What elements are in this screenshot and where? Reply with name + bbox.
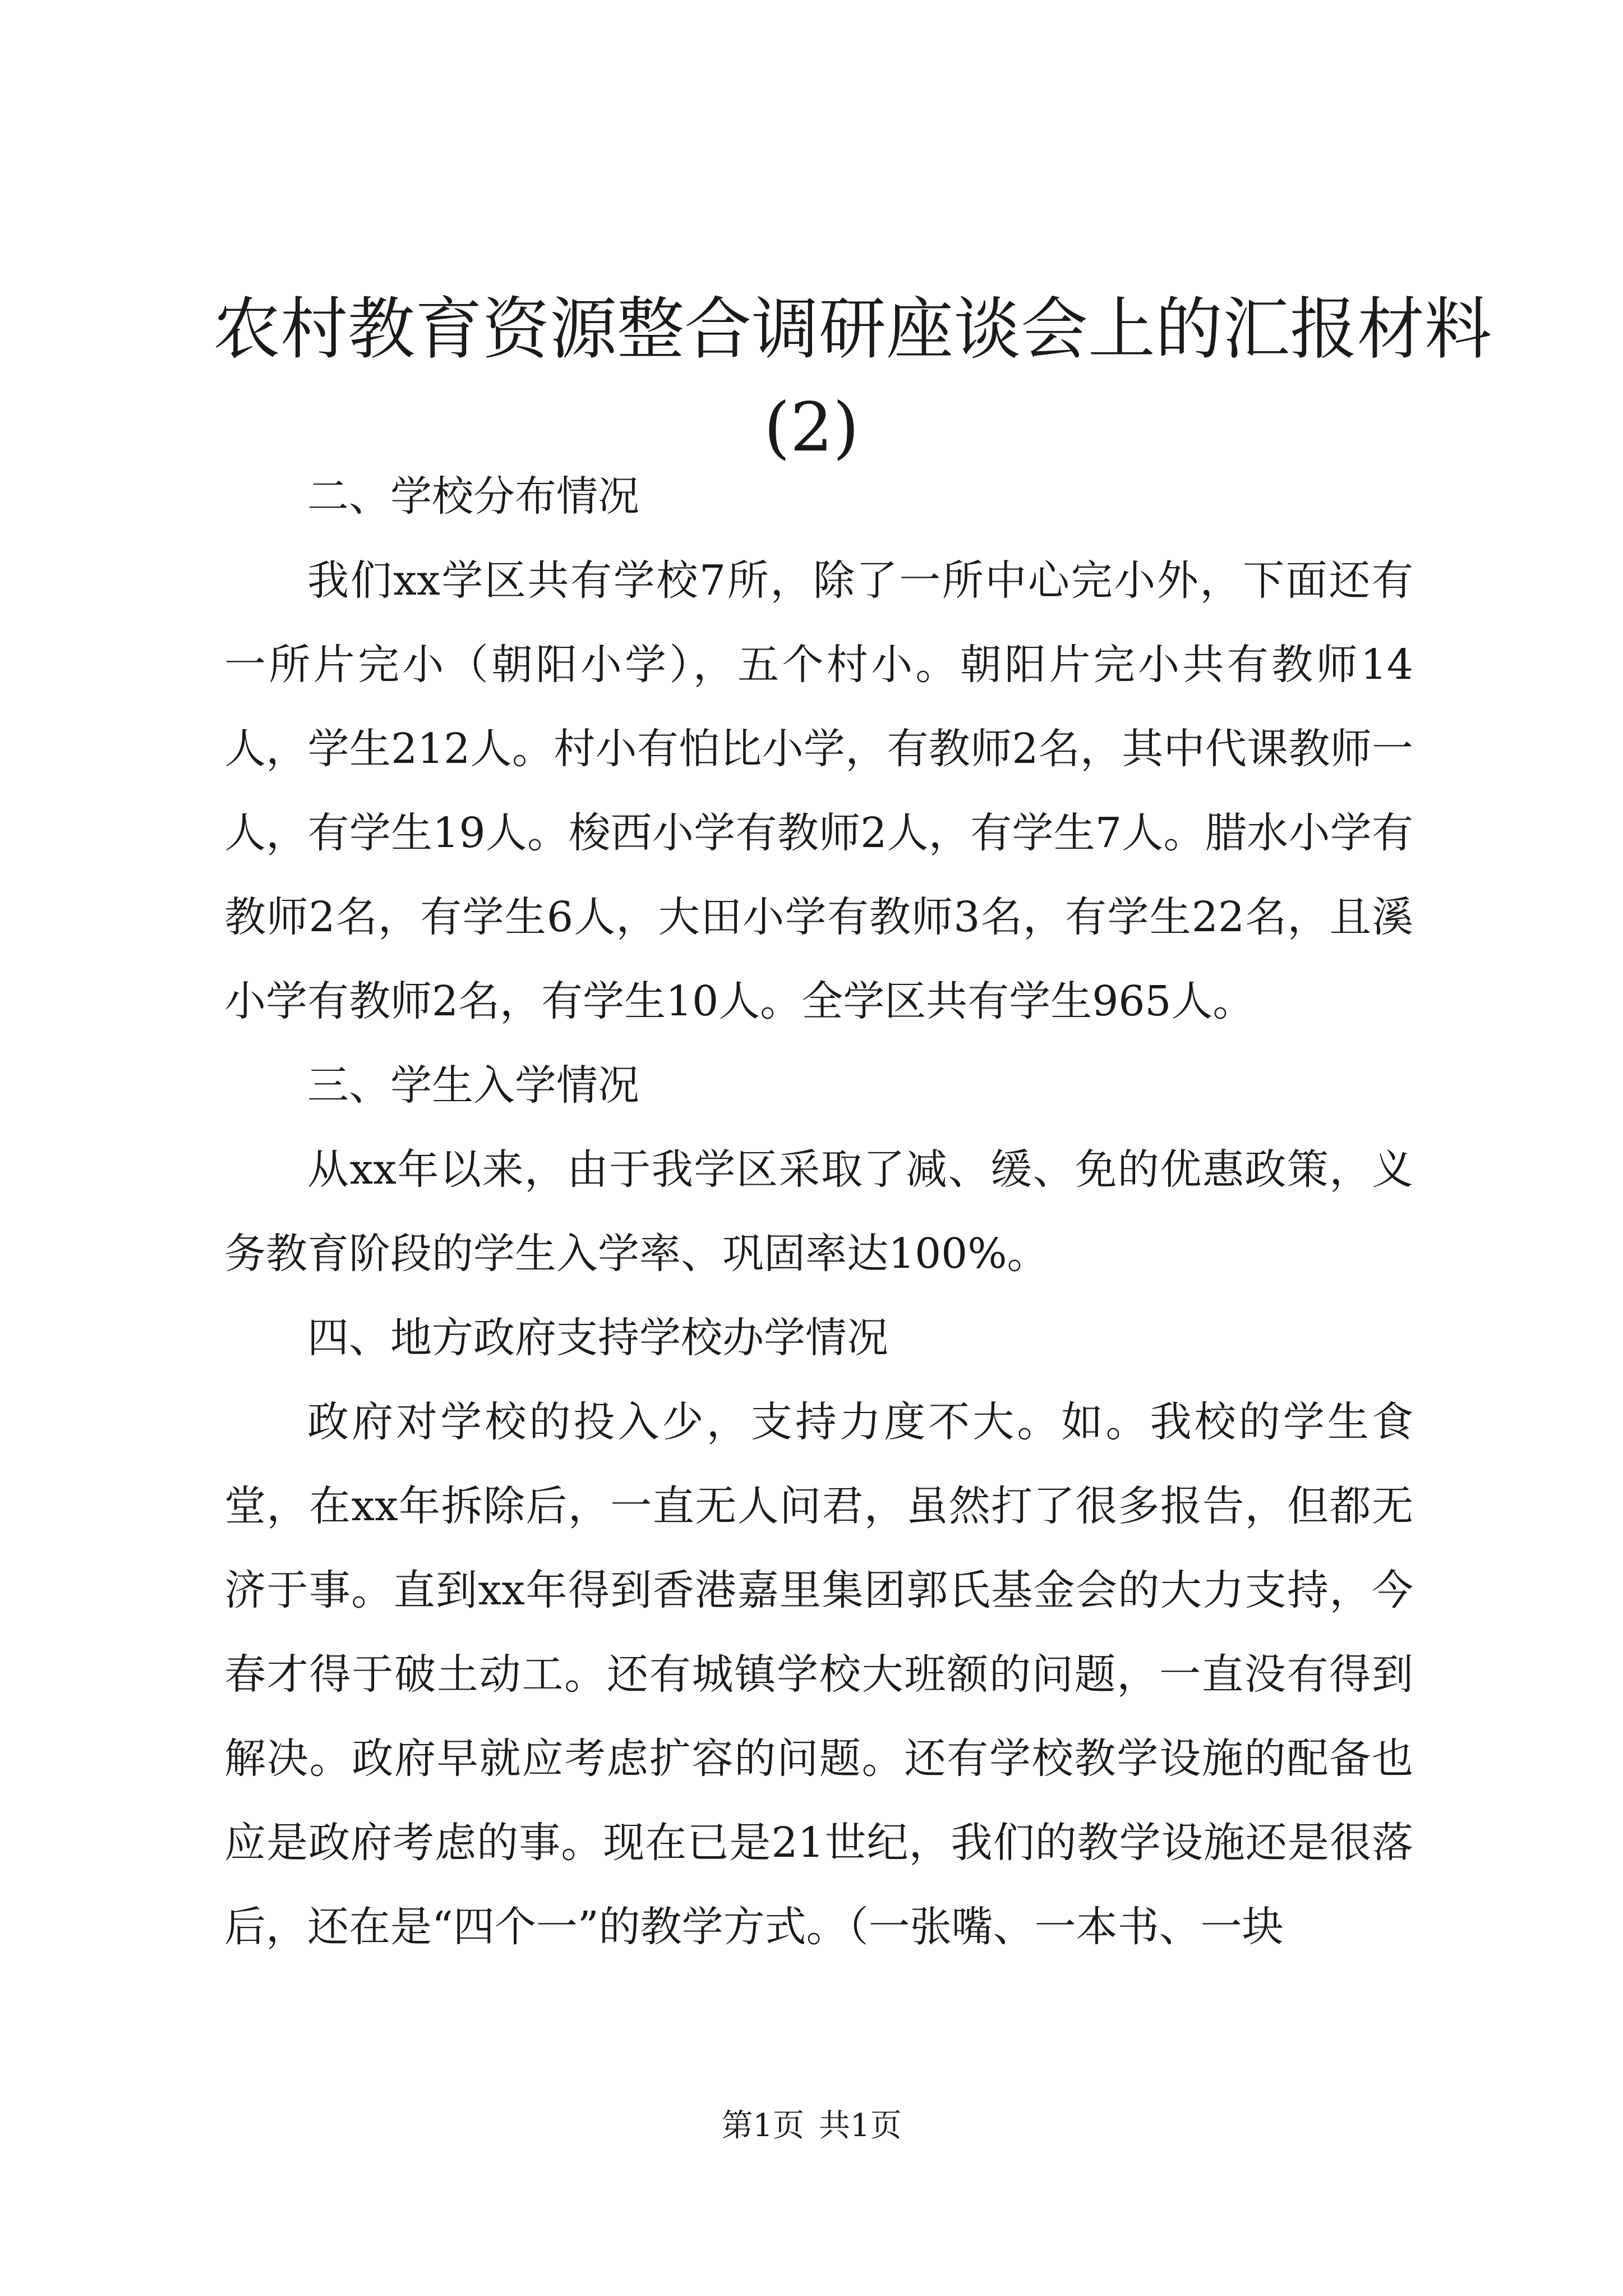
document-body: [224, 454, 1413, 1969]
page-number: 第1页: [721, 2108, 804, 2144]
section-heading-school-distribution: 二、学校分布情况: [307, 472, 639, 521]
page-total: 共1页: [819, 2108, 902, 2144]
page-footer: [0, 2104, 1623, 2148]
paragraph-government-support: 政府对学校的投入少，支持力度不大。如。我校的学生食堂，在xx年拆除后，一直无人问君，虽然打了很多报告，但都无济于事。直到xx年得到香港嘉里集团郭氏基金会的大力支持，今春才得于破土动工。还有城镇学校大班额的问题，一直没有得到解决。政府早就应考虑扩容的问题。还有学校教学设施的配备也应是政府考虑的事。现在已是21世纪，我们的教学设施还是很落后，还在是“四个一”的教学方式。（一张嘴、一本书、一块: [224, 1398, 1413, 1951]
paragraph-enrollment: 从xx年以来，由于我学区采取了减、缓、免的优惠政策，义务教育阶段的学生入学率、巩固率达100%。: [224, 1145, 1413, 1278]
document-title-line-1: 农村教育资源整合调研座谈会上的汇报材料: [213, 291, 1492, 369]
paragraph-school-distribution: 我们xx学区共有学校7所，除了一所中心完小外，下面还有一所片完小（朝阳小学），五个村小。朝阳片完小共有教师14人，学生212人。村小有怕比小学，有教师2名，其中代课教师一人，有学生19人。梭西小学有教师2人，有学生7人。腊水小学有教师2名，有学生6人，大田小学有教师3名，有学生22名，且溪小学有教师2名，有学生10人。全学区共有学生965人。: [224, 556, 1413, 1025]
document-title-line-2: (2): [764, 389, 859, 467]
section-heading-government-support: 四、地方政府支持学校办学情况: [307, 1314, 888, 1362]
section-heading-enrollment: 三、学生入学情况: [307, 1061, 639, 1110]
